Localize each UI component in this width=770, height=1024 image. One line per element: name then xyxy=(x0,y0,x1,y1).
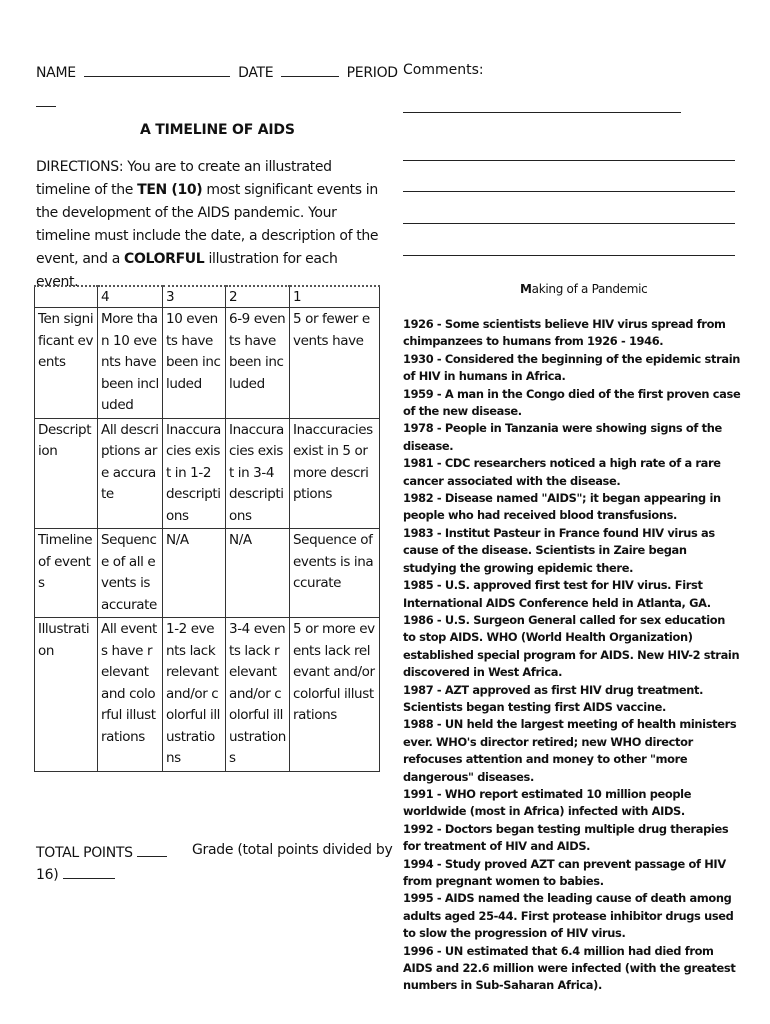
total-points-label: TOTAL POINTS xyxy=(36,845,133,861)
timeline-event: 1930 - Considered the beginning of the epidemic strain of HIV in humans in Africa. xyxy=(403,351,741,384)
directions-suffix: illustration for each event. xyxy=(36,251,338,290)
rubric-cell: 1-2 events lack relevant and/or colorful illustrations xyxy=(163,618,226,772)
rubric-cell: 5 or more events lack relevant and/or colorful illustrations xyxy=(290,618,380,772)
rubric-cell: More than 10 events have been included xyxy=(98,308,163,419)
rubric-header-cell: 4 xyxy=(98,286,163,308)
rubric-cell: Sequence of events is inaccurate xyxy=(290,529,380,618)
period-blank[interactable] xyxy=(36,92,56,107)
directions-text xyxy=(36,156,381,294)
timeline-event: 1986 - U.S. Surgeon General called for sex education to stop AIDS. WHO (World Health Organization) established special program for AIDS. New HIV-2 strain discovered in West Africa. xyxy=(403,612,740,680)
rubric-header-row xyxy=(35,286,380,308)
timeline-list xyxy=(403,316,741,995)
rubric-cell: All descriptions are accurate xyxy=(98,418,163,529)
comment-line[interactable] xyxy=(403,100,681,113)
rubric-row xyxy=(35,418,380,529)
rubric-cell: Inaccuracies exist in 3-4 descriptions xyxy=(226,418,290,529)
rubric-criterion: Description xyxy=(35,418,98,529)
directions-colorful: COLORFUL xyxy=(124,251,205,267)
rubric-cell: Inaccuracies exist in 1-2 descriptions xyxy=(163,418,226,529)
timeline-event: 1982 - Disease named "AIDS"; it began appearing in people who had received blood transfusions. xyxy=(403,491,721,523)
rubric-cell: Inaccuracies exist in 5 or more descriptions xyxy=(290,418,380,529)
grade-blank[interactable] xyxy=(63,864,115,879)
rubric-cell: 6-9 events have been included xyxy=(226,308,290,419)
timeline-event: 1985 - U.S. approved first test for HIV virus. First International AIDS Conference held in Atlanta, GA. xyxy=(403,578,711,610)
rubric-cell: 5 or fewer events have xyxy=(290,308,380,419)
student-info-row xyxy=(36,62,398,81)
directions-middle: most significant events in the development of the AIDS pandemic. Your timeline must include the date, a description of the event, and a xyxy=(36,182,379,267)
timeline-title-initial: M xyxy=(520,282,532,296)
directions-count: TEN (10) xyxy=(137,182,203,198)
rubric-cell: N/A xyxy=(163,529,226,618)
page-title: A TIMELINE OF AIDS xyxy=(140,122,295,138)
date-label: DATE xyxy=(238,65,274,81)
directions-prefix: DIRECTIONS: You are to create an illustrated timeline of the xyxy=(36,159,332,198)
rubric-row xyxy=(35,618,380,772)
rubric-header-cell: 3 xyxy=(163,286,226,308)
rubric-header-cell: 2 xyxy=(226,286,290,308)
comments-label: Comments: xyxy=(403,62,484,78)
timeline-event: 1978 - People in Tanzania were showing signs of the disease. xyxy=(403,421,722,453)
rubric-table xyxy=(34,285,380,772)
date-blank[interactable] xyxy=(281,62,339,77)
timeline-event: 1987 - AZT approved as first HIV drug treatment. Scientists began testing first AIDS vaccine. xyxy=(403,682,704,714)
timeline-title xyxy=(520,282,647,296)
timeline-event: 1981 - CDC researchers noticed a high rate of a rare cancer associated with the disease. xyxy=(403,456,721,488)
timeline-event: 1988 - UN held the largest meeting of health ministers ever. WHO's director retired; new WHO director refocuses attention and money to other "more dangerous" diseases. xyxy=(403,717,737,784)
timeline-event: 1926 - Some scientists believe HIV virus spread from chimpanzees to humans from 1926 - 1946. xyxy=(403,317,726,349)
total-points xyxy=(36,842,167,886)
rubric-header-cell: 1 xyxy=(290,286,380,308)
rubric-row xyxy=(35,529,380,618)
rubric-cell: All events have relevant and colorful illustrations xyxy=(98,618,163,772)
timeline-event: 1992 - Doctors began testing multiple drug therapies for treatment of HIV and AIDS. xyxy=(403,821,729,854)
comment-line[interactable] xyxy=(403,211,735,224)
rubric-cell: 10 events have been included xyxy=(163,308,226,419)
timeline-event: 1991 - WHO report estimated 10 million people worldwide (most in Africa) infected with AIDS. xyxy=(403,786,692,819)
grade-label: Grade (total points divided by xyxy=(192,842,393,858)
timeline-event: 1959 - A man in the Congo died of the first proven case of the new disease. xyxy=(403,386,741,419)
name-label: NAME xyxy=(36,65,76,81)
timeline-event: 1994 - Study proved AZT can prevent passage of HIV from pregnant women to babies. xyxy=(403,856,726,888)
rubric-row xyxy=(35,308,380,419)
timeline-event: 1996 - UN estimated that 6.4 million had died from AIDS and 22.6 million were infected (with the greatest numbers in Sub-Saharan Africa). xyxy=(403,943,736,993)
rubric-criterion: Illustration xyxy=(35,618,98,772)
comment-line[interactable] xyxy=(403,148,735,161)
rubric-criterion: Timeline of events xyxy=(35,529,98,618)
name-blank[interactable] xyxy=(84,62,230,77)
rubric-cell: N/A xyxy=(226,529,290,618)
timeline-title-rest: aking of a Pandemic xyxy=(531,282,648,296)
period-label: PERIOD xyxy=(346,65,398,81)
rubric-header-cell xyxy=(35,286,98,308)
grade-divisor: 16) xyxy=(36,867,59,883)
timeline-event: 1983 - Institut Pasteur in France found HIV virus as cause of the disease. Scientists in Zaire began studying the growing epidemic there. xyxy=(403,525,715,575)
rubric-cell: Sequence of all events is accurate xyxy=(98,529,163,618)
comment-line[interactable] xyxy=(403,179,735,192)
timeline-event: 1995 - AIDS named the leading cause of death among adults aged 25-44. First protease inhibitor drugs used to slow the progression of HIV virus. xyxy=(403,891,734,941)
comment-line[interactable] xyxy=(403,243,735,256)
rubric-criterion: Ten significant events xyxy=(35,308,98,419)
total-points-blank[interactable] xyxy=(137,842,167,857)
rubric-cell: 3-4 events lack relevant and/or colorful illustrations xyxy=(226,618,290,772)
